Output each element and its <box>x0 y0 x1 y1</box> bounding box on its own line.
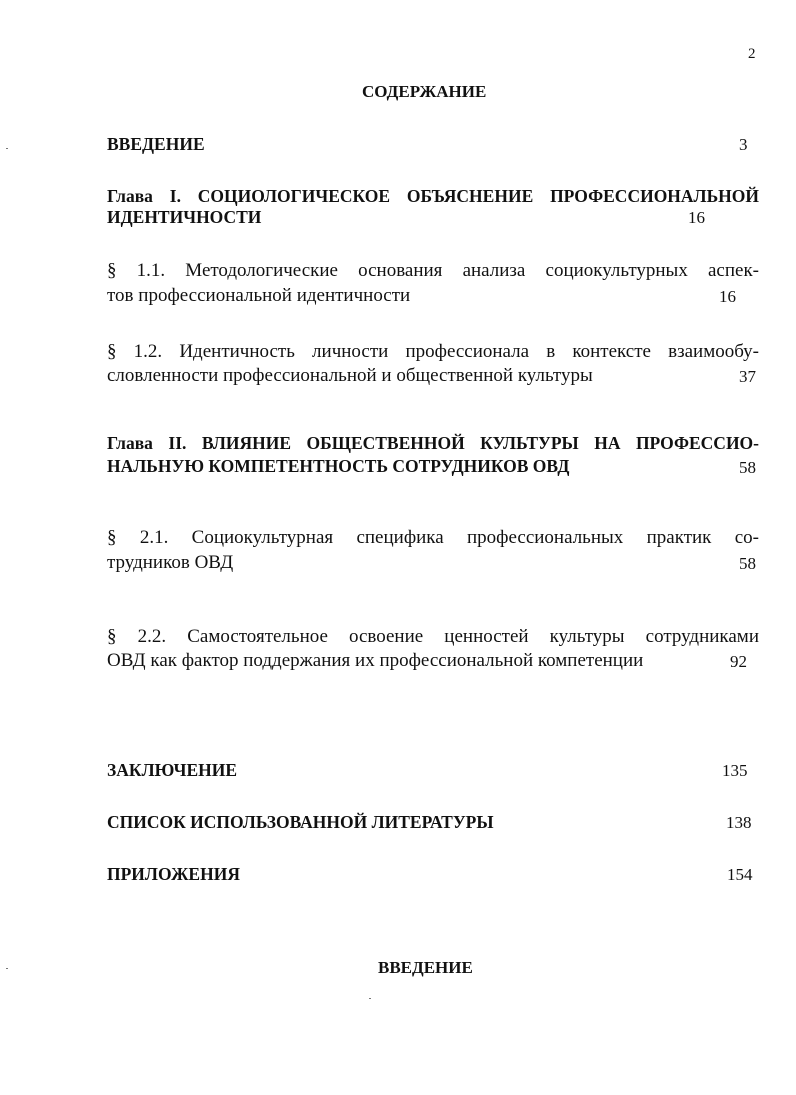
toc-chapter1-line1: Глава I. СОЦИОЛОГИЧЕСКОЕ ОБЪЯСНЕНИЕ ПРОФЕССИОНАЛЬНОЙ <box>107 186 759 206</box>
toc-chapter2-page: 58 <box>739 458 756 477</box>
toc-chapter2-line2: НАЛЬНУЮ КОМПЕТЕНТНОСТЬ СОТРУДНИКОВ ОВД <box>107 456 570 476</box>
toc-s1-1-page: 16 <box>719 287 736 306</box>
toc-s1-2-page: 37 <box>739 367 756 386</box>
toc-chapter1-page: 16 <box>688 208 705 227</box>
scan-speck <box>369 998 371 999</box>
toc-appendices-label: ПРИЛОЖЕНИЯ <box>107 864 240 884</box>
toc-references-page: 138 <box>726 813 752 832</box>
toc-intro-page: 3 <box>739 135 748 154</box>
toc-chapter2-line1: Глава II. ВЛИЯНИЕ ОБЩЕСТВЕННОЙ КУЛЬТУРЫ НА ПРОФЕССИО- <box>107 433 759 453</box>
toc-s2-2-line2: ОВД как фактор поддержания их профессиональной компетенции <box>107 650 644 671</box>
toc-s1-1-line2: тов профессиональной идентичности <box>107 285 411 306</box>
toc-s2-1-page: 58 <box>739 554 756 573</box>
toc-s1-2-line1: § 1.2. Идентичность личности профессионала в контексте взаимообу- <box>107 341 759 362</box>
toc-s1-1-line1: § 1.1. Методологические основания анализа социокультурных аспек- <box>107 260 759 281</box>
toc-chapter1-line2: ИДЕНТИЧНОСТИ <box>107 207 262 227</box>
toc-heading: СОДЕРЖАНИЕ <box>362 82 487 101</box>
toc-appendices-page: 154 <box>727 865 753 884</box>
toc-conclusion-page: 135 <box>722 761 748 780</box>
toc-s2-1-line1: § 2.1. Социокультурная специфика профессиональных практик со- <box>107 527 759 548</box>
toc-conclusion-label: ЗАКЛЮЧЕНИЕ <box>107 760 238 780</box>
page-number: 2 <box>748 46 756 62</box>
toc-intro-label: ВВЕДЕНИЕ <box>107 134 205 154</box>
toc-references-label: СПИСОК ИСПОЛЬЗОВАННОЙ ЛИТЕРАТУРЫ <box>107 812 494 832</box>
toc-s2-2-page: 92 <box>730 652 747 671</box>
toc-s1-2-line2: словленности профессиональной и общественной культуры <box>107 365 593 386</box>
toc-s2-1-line2: трудников ОВД <box>107 552 234 573</box>
scan-speck <box>6 148 8 149</box>
intro-heading: ВВЕДЕНИЕ <box>378 958 473 977</box>
toc-s2-2-line1: § 2.2. Самостоятельное освоение ценностей культуры сотрудниками <box>107 626 759 647</box>
scan-speck <box>6 968 8 969</box>
